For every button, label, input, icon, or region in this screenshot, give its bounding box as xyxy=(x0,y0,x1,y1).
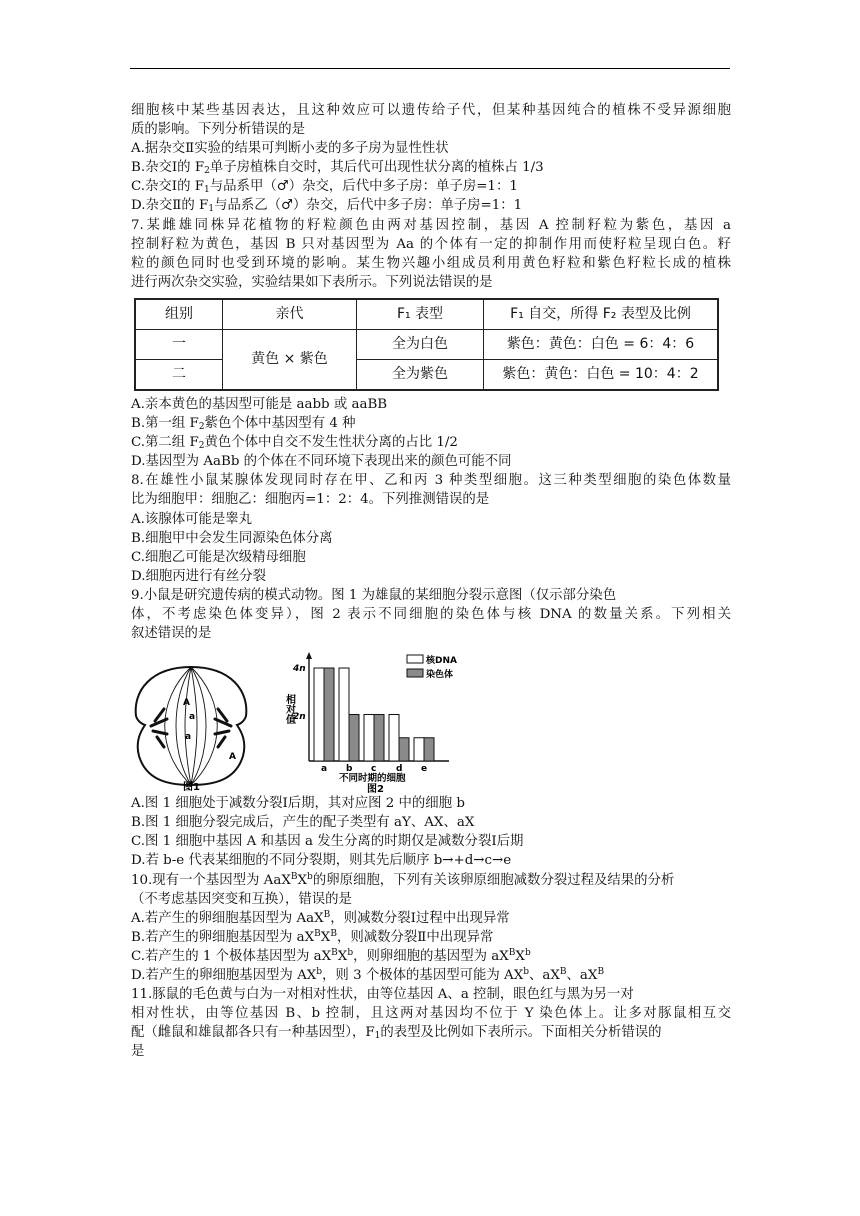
q10-option-a: A.若产生的卵细胞基因型为 AaX$^B$，则减数分裂Ⅰ过程中出现异常 xyxy=(131,909,510,926)
header-f1: F₁ 表型 xyxy=(357,299,484,330)
table-header-row xyxy=(135,299,718,330)
bar-chromosome-c xyxy=(374,715,384,762)
x-tick-label: c xyxy=(371,764,377,775)
cell-parent: 黄色 × 紫色 xyxy=(223,329,357,390)
cell-f1: 全为紫色 xyxy=(357,359,484,390)
x-tick-label: a xyxy=(321,764,328,775)
legend-label-dna: 核DNA xyxy=(426,656,457,667)
bar-group xyxy=(314,668,434,761)
y-axis-label: 相对值 xyxy=(283,694,295,725)
q6-option-d: D.杂交Ⅱ的 $F_1$与品系乙（♂）杂交，后代中多子房：单子房=1：1 xyxy=(131,198,523,215)
x-tick-label: b xyxy=(346,764,353,775)
q10-option-b: B.若产生的卵细胞基因型为 $aX^BX^B$，则减数分裂Ⅱ中出现异常 xyxy=(131,928,494,945)
table-row xyxy=(135,359,718,390)
bar-dna-c xyxy=(364,715,374,762)
q8-option-c: C.细胞乙可能是次级精母细胞 xyxy=(131,549,306,565)
legend-swatch-chromosome xyxy=(407,669,423,677)
cell-f1: 全为白色 xyxy=(357,329,484,359)
legend-swatch-dna xyxy=(407,655,423,663)
q11-stem-2: 相对性状，由等位基因 B、b 控制，且这两对基因均不位于 Y 染色体上。让多对豚鼠相互交 xyxy=(131,1006,731,1022)
header-f2: F₁ 自交，所得 F₂ 表型及比例 xyxy=(484,299,719,330)
q9-stem-2: 体，不考虑染色体变异），图 2 表示不同细胞的染色体与核 DNA 的数量关系。下列相关 xyxy=(131,606,731,622)
cell-f2: 紫色：黄色：白色 = 6：4：6 xyxy=(484,329,719,359)
q7-stem-2: 控制籽粒为黄色，基因 B 只对基因型为 Aa 的个体有一定的抑制作用而使籽粒呈现白色。籽 xyxy=(131,236,731,252)
cell-f2: 紫色：黄色：白色 = 10：4：2 xyxy=(484,359,719,390)
q9-option-b: B.图 1 细胞分裂完成后，产生的配子类型有 aY、AX、aX xyxy=(131,815,475,831)
q8-stem-1: 8.在雄性小鼠某腺体发现同时存在甲、乙和丙 3 种类型细胞。这三种类型细胞的染色体数量 xyxy=(131,473,731,489)
q8-option-a: A.该腺体可能是睾丸 xyxy=(131,511,253,527)
intro-line-2: 质的影响。下列分析错误的是 xyxy=(131,122,306,138)
cell-group: 二 xyxy=(135,359,223,390)
cell-division-figure xyxy=(131,661,251,791)
q8-option-b: B.细胞甲中会发生同源染色体分离 xyxy=(131,530,333,546)
spindle-fibers xyxy=(165,667,218,785)
bar-dna-d xyxy=(389,715,399,762)
y-axis-arrow xyxy=(306,652,312,659)
q10-stem-2: （不考虑基因突变和互换），错误的是 xyxy=(131,891,352,907)
q6-option-a: A.据杂交Ⅱ实验的结果可判断小麦的多子房为显性性状 xyxy=(131,141,449,157)
q9-option-d: D.若 b-e 代表某细胞的不同分裂期，则其先后顺序 b→+d→c→e xyxy=(131,853,512,869)
table-row xyxy=(135,329,718,359)
q11-stem-4: 是 xyxy=(131,1044,145,1060)
q7-option-c: C.第二组 $F_2$黄色个体中自交不发生性状分离的占比 1/2 xyxy=(131,435,458,452)
x-tick-label: e xyxy=(421,764,428,775)
q7-option-d: D.基因型为 AaBb 的个体在不同环境下表现出来的颜色可能不同 xyxy=(131,454,512,470)
gene-label: a xyxy=(189,712,196,723)
bar-dna-e xyxy=(414,738,424,761)
y-tick-label: 2n xyxy=(293,712,306,723)
q8-option-d: D.细胞丙进行有丝分裂 xyxy=(131,568,267,584)
q7-option-b: B.第一组 $F_2$紫色个体中基因型有 4 种 xyxy=(131,416,356,433)
bar-chromosome-d xyxy=(399,738,409,761)
bar-chromosome-b xyxy=(349,715,359,762)
header-rule xyxy=(130,68,730,69)
q11-stem-3: 配（雌鼠和雄鼠都各只有一种基因型），$F_1$的表型及比例如下表所示。下面相关分析错误的 xyxy=(131,1025,662,1042)
q8-stem-2: 比为细胞甲：细胞乙：细胞丙=1：2：4。下列推测错误的是 xyxy=(131,492,490,508)
bar-dna-b xyxy=(339,668,349,761)
bar-chromosome-e xyxy=(424,738,434,761)
q9-stem-1: 9.小鼠是研究遗传病的模式动物。图 1 为雄鼠的某细胞分裂示意图（仅示部分染色 xyxy=(131,587,617,603)
q7-stem-1: 7.某雌雄同株异花植物的籽粒颜色由两对基因控制，基因 A 控制籽粒为紫色，基因 a xyxy=(131,217,731,233)
q6-option-b: B.杂交Ⅰ的 $F_2$单子房植株自交时，其后代可出现性状分离的植株占 1/3 xyxy=(131,160,544,177)
gene-label: A xyxy=(183,698,190,709)
q9-option-a: A.图 1 细胞处于减数分裂Ⅰ后期，其对应图 2 中的细胞 b xyxy=(131,796,465,812)
y-tick-label: 4n xyxy=(293,664,306,675)
x-axis-label: 不同时期的细胞 xyxy=(339,773,406,785)
page-content xyxy=(131,101,731,1061)
q10-option-d: D.若产生的卵细胞基因型为 $AX^b$，则 3 个极体的基因型可能为 $AX^b$、$aX^B$、$aX^B$ xyxy=(131,967,605,983)
q7-option-a: A.亲本黄色的基因型可能是 aabb 或 aaBB xyxy=(131,396,388,412)
figure-1-caption: 图1 xyxy=(183,782,200,792)
bar-dna-a xyxy=(314,668,324,761)
q7-experiment-table xyxy=(134,298,719,391)
q10-stem-1: 10.现有一个基因型为 $AaX^BX^b$的卵原细胞，下列有关该卵原细胞减数分裂过程及结果的分析 xyxy=(131,871,675,888)
header-parent: 亲代 xyxy=(223,299,357,330)
legend-label-chromosome: 染色体 xyxy=(426,670,454,681)
bar-chromosome-a xyxy=(324,668,334,761)
intro-line-1: 细胞核中某些基因表达，且这种效应可以遗传给子代，但某种基因纯合的植株不受异源细胞 xyxy=(131,103,731,118)
q6-option-c: C.杂交Ⅰ的 $F_1$与品系甲（♂）杂交，后代中多子房：单子房=1：1 xyxy=(131,179,518,196)
chromosome-dna-bar-chart xyxy=(279,649,494,794)
gene-label: a xyxy=(185,732,192,743)
x-tick-label: d xyxy=(396,764,403,775)
q10-option-c: C.若产生的 1 个极体基因型为 $aX^BX^b$，则卵细胞的基因型为 $aX^BX^b$ xyxy=(131,947,531,964)
q7-stem-3: 粒的颜色同时也受到环境的影响。某生物兴趣小组成员利用黄色籽粒和紫色籽粒长成的植株 xyxy=(131,255,731,271)
header-group: 组别 xyxy=(135,299,223,330)
cell-group: 一 xyxy=(135,329,223,359)
figure-2-caption: 图2 xyxy=(367,784,384,795)
q11-stem-1: 11.豚鼠的毛色黄与白为一对相对性状，由等位基因 A、a 控制，眼色红与黑为另一对 xyxy=(131,987,634,1003)
q7-stem-4: 进行两次杂交实验，实验结果如下表所示。下列说法错误的是 xyxy=(131,274,493,290)
gene-label: A xyxy=(229,752,236,763)
q9-stem-3: 叙述错误的是 xyxy=(131,626,212,642)
q9-option-c: C.图 1 细胞中基因 A 和基因 a 发生分离的时期仅是减数分裂Ⅰ后期 xyxy=(131,834,524,850)
q9-figures xyxy=(131,649,731,794)
